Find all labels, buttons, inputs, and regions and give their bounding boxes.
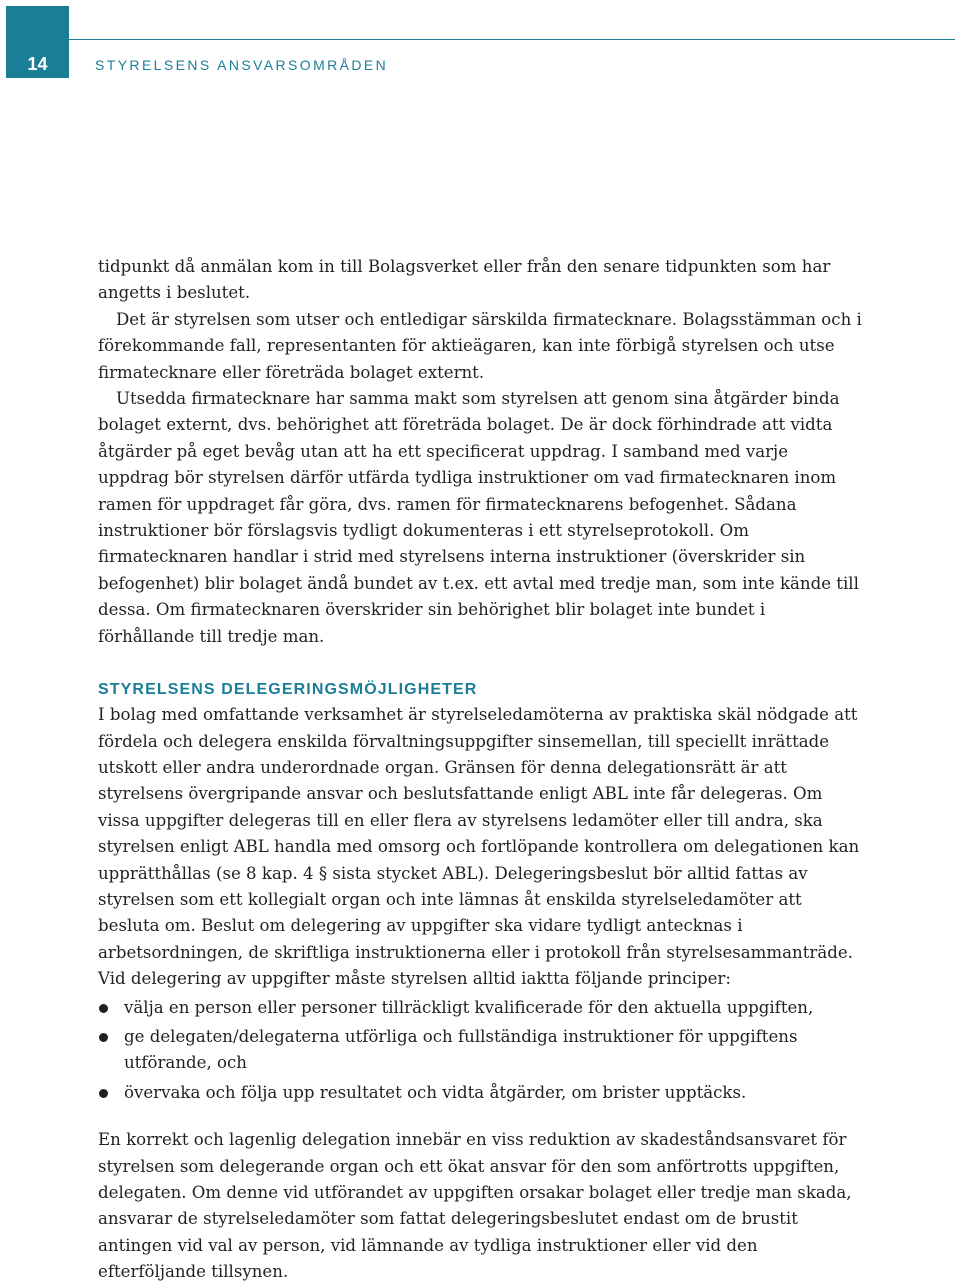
paragraph-2: Det är styrelsen som utser och entledigar särskilda firmatecknare. Bolagsstämman och i förekommande fall, representanten för aktieägaren, kan inte förbigå styrelsen och utse firmatecknare eller företräda bolaget externt. xyxy=(98,309,862,382)
list-item xyxy=(98,1080,862,1106)
bullet-icon xyxy=(99,1004,108,1013)
bullet-icon xyxy=(99,1033,108,1042)
page-content xyxy=(98,254,862,1286)
list-item-text: välja en person eller personer tillräckligt kvalificerade för den aktuella uppgiften, xyxy=(124,997,814,1017)
list-item xyxy=(98,995,862,1021)
paragraph-3: Utsedda firmatecknare har samma makt som styrelsen att genom sina åtgärder binda bolaget externt, dvs. behörighet att företräda bolaget. De är dock förhindrade att vidta åtgärder på eget bevåg utan att ha ett specificerat uppdrag. I samband med varje uppdrag bör styrelsen därför utfärda tydliga instruktioner om vad firmatecknaren inom ramen för uppdraget får göra, dvs. ramen för firmatecknarens befogenhet. Sådana instruktioner bör förslagsvis tydligt dokumenteras i ett styrelseprotokoll. Om firmatecknaren handlar i strid med styrelsens interna instruktioner (överskrider sin befogenhet) blir bolaget ändå bundet av t.ex. ett avtal med tredje man, som inte kände till dessa. Om firmatecknaren överskrider sin behörighet blir bolaget inte bundet i förhållande till tredje man. xyxy=(98,389,859,646)
principles-list xyxy=(98,995,862,1107)
list-item-text: övervaka och följa upp resultatet och vidta åtgärder, om brister upptäcks. xyxy=(124,1082,747,1102)
paragraph-1: tidpunkt då anmälan kom in till Bolagsverket eller från den senare tidpunkten som har angetts i beslutet. xyxy=(98,257,831,303)
header-rule xyxy=(69,39,955,40)
list-item xyxy=(98,1024,862,1077)
running-header: STYRELSENS ANSVARSOMRÅDEN xyxy=(95,57,389,73)
page-number: 14 xyxy=(27,54,48,74)
bullet-icon xyxy=(99,1089,108,1098)
list-item-text: ge delegaten/delegaterna utförliga och fullständiga instruktioner för uppgiftens utförande, och xyxy=(124,1026,798,1073)
section-intro: I bolag med omfattande verksamhet är styrelseledamöterna av praktiska skäl nödgade att fördela och delegera enskilda förvaltningsuppgifter sinsemellan, till speciellt inrättade utskott eller andra underordnade organ. Gränsen för denna delegationsrätt är att styrelsens övergripande ansvar och beslutsfattande enligt ABL inte får delegeras. Om vissa uppgifter delegeras till en eller flera av styrelsens ledamöter eller till andra, ska styrelsen enligt ABL handla med omsorg och fortlöpande kontrollera om delegationen kan upprätthållas (se 8 kap. 4 § sista stycket ABL). Delegeringsbeslut bör alltid fattas av styrelsen som ett kollegialt organ och inte lämnas åt enskilda styrelseledamöter att besluta om. Beslut om delegering av uppgifter ska vidare tydligt antecknas i arbetsordningen, de skriftliga instruktionerna eller i protokoll från styrelsesammanträde. Vid delegering av uppgifter måste styrelsen alltid iaktta följande principer: xyxy=(98,705,860,989)
spacer xyxy=(98,1109,862,1127)
closing-paragraph: En korrekt och lagenlig delegation innebär en viss reduktion av skadeståndsansvaret för styrelsen som delegerande organ och ett ökat ansvar för den som anförtrotts uppgiften, delegaten. Om denne vid utförandet av uppgiften orsakar bolaget eller tredje man skada, ansvarar de styrelseledamöter som fattat delegeringsbeslutet endast om de brustit antingen vid val av person, vid lämnande av tydliga instruktioner eller vid den efterföljande tillsynen. xyxy=(98,1130,852,1282)
section-heading: STYRELSENS DELEGERINGSMÖJLIGHETER xyxy=(98,681,478,699)
page-number-box xyxy=(6,6,69,78)
